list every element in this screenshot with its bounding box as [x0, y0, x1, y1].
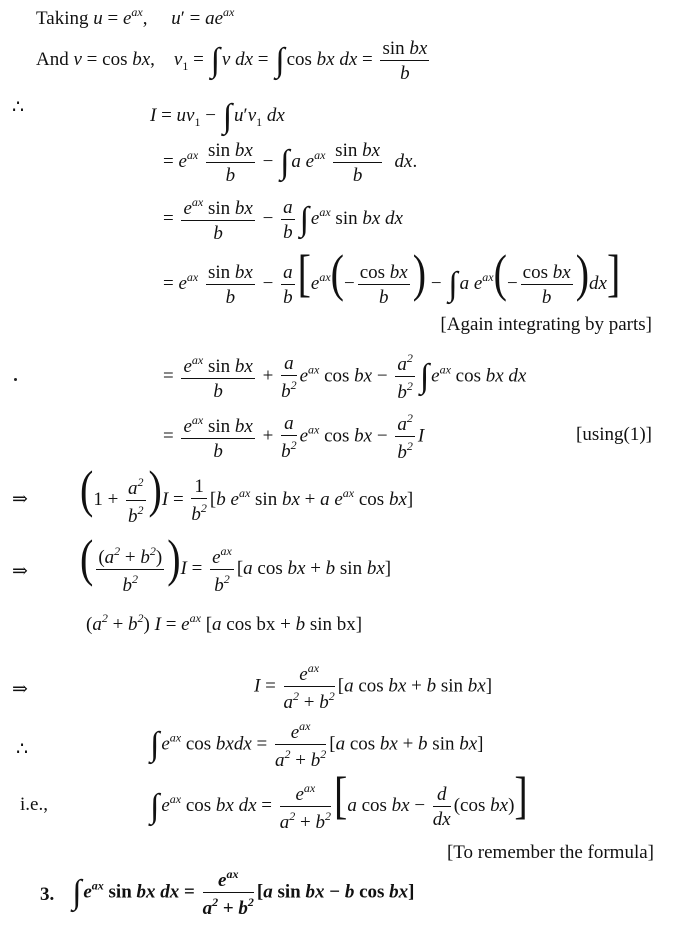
note-using-1: [using(1)]: [576, 424, 652, 445]
therefore-symbol-1: ∴: [12, 97, 25, 118]
line-formula-3: ∫ $e^{ax}$ sin bx dx = $\frac{e^{ax}}{a^2 + b^2}$ [a sin bx − b cos bx]: [72, 867, 415, 919]
implies-1: ⇒: [12, 489, 28, 510]
line-implies-1: (1 + $\frac{a^2}{b^2}$ )I = $\frac{1}{b^2}$ [b $e^{ax}$ sin bx + a $e^{ax}$ cos bx]: [80, 459, 414, 527]
line-taking: Taking $u = e^{ax}$, $u' = ae^{ax}$: [36, 5, 235, 29]
line-I-result: I = $\frac{e^{ax}}{a^2 + b^2}$ [a cos bx + b sin bx]: [254, 661, 493, 713]
and-label: And: [36, 49, 69, 70]
line-I-parts: $I = uv_1$ − ∫ $u'v_1$ dx: [150, 98, 285, 135]
therefore-symbol-2: ∴: [16, 739, 29, 760]
ie-label: i.e.,: [20, 794, 48, 815]
line-plain-result: $(a^2 + b^2) I = e^{ax}$ [a cos bx + b sin bx]: [86, 611, 363, 635]
line-step-3: = $\frac{e^{ax} \sin bx}{b}$ − $\frac{a}{b}$ ∫ $e^{ax}$ sin bx dx: [163, 195, 403, 244]
line-step-5: = $\frac{e^{ax} \sin bx}{b}$ + $\frac{a}{b^2}$ $e^{ax}$ cos bx − $\frac{a^2}{b^2}$ ∫ $e^{ax}$ cos bx dx: [163, 351, 527, 403]
item-number-3: 3.: [40, 884, 55, 905]
stray-dot-1: [14, 378, 17, 381]
line-ie-formula: ∫ $e^{ax}$ cos bx dx = $\frac{e^{ax}}{a^2 + b^2}$ [a cos bx − $\frac{d}{dx}$ (cos bx)]: [150, 765, 528, 833]
line-step-6: = $\frac{e^{ax} \sin bx}{b}$ + $\frac{a}{b^2}$ $e^{ax}$ cos bx − $\frac{a^2}{b^2}$ I: [163, 411, 425, 463]
implies-3: ⇒: [12, 679, 28, 700]
line-implies-2: ( $\frac{(a^2 + b^2)}{b^2}$ )I = $\frac{e^{ax}}{b^2}$ [a cos bx + b sin bx]: [80, 528, 392, 596]
implies-2: ⇒: [12, 561, 28, 582]
line-step-4: = $e^{ax}$ $\frac{\text{sin bx}}{b}$ − $\frac{a}{b}$ [$e^{ax}(-$ $\frac{\text{cos bx}}{b}$ ) − ∫ a $e^{ax}(-$ $\frac{\text{cos bx}}{b}$ )dx]: [163, 243, 621, 308]
line-therefore-formula: ∫ $e^{ax}$ cos bxdx = $\frac{e^{ax}}{a^2 + b^2}$ [a cos bx + b sin bx]: [150, 719, 484, 771]
line-and-v: And v = cos bx, $v_1$ = ∫ v dx = ∫ cos bx dx = $\frac{\text{sin bx}}{b}$: [36, 37, 428, 84]
note-again-integrating: [Again integrating by parts]: [440, 314, 652, 335]
note-remember: [To remember the formula]: [446, 842, 654, 863]
line-step-2: = $e^{ax}$ $\frac{\text{sin bx}}{b}$ − ∫ a $e^{ax}$ $\frac{\text{sin bx}}{b}$ dx.: [163, 139, 418, 186]
taking-label: Taking: [36, 8, 89, 29]
